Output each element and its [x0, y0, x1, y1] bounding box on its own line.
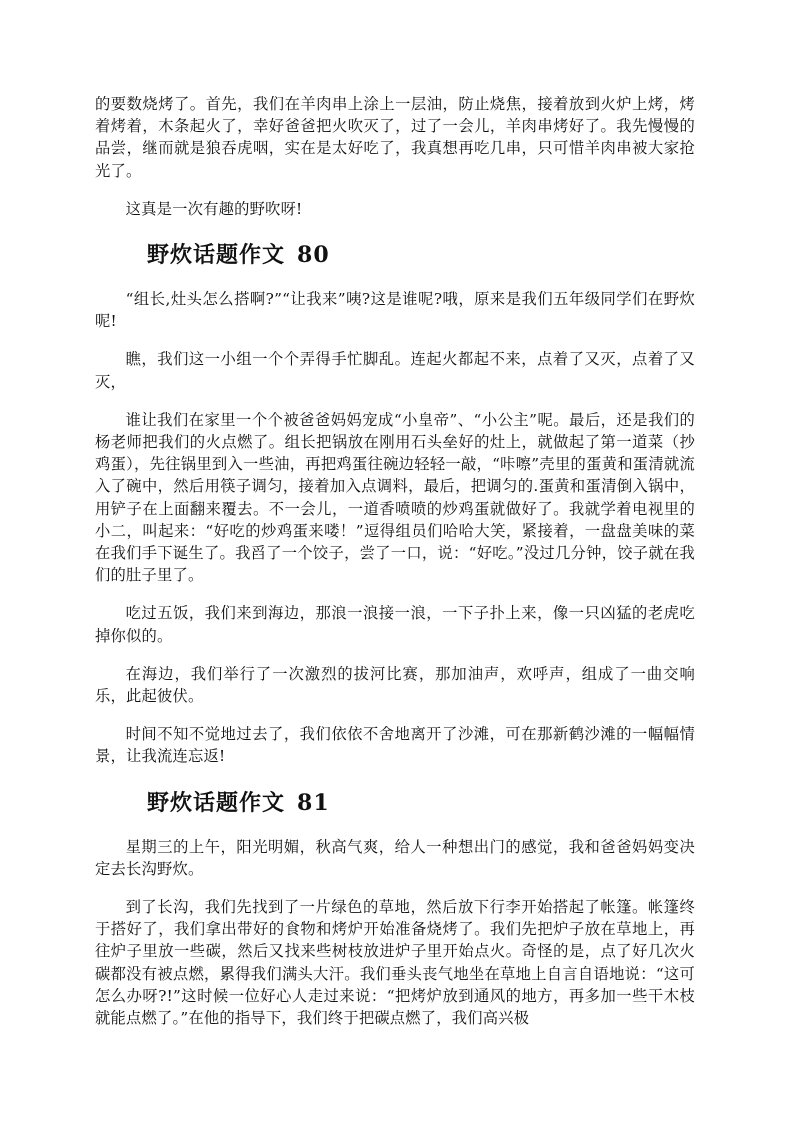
paragraph: 到了长沟，我们先找到了一片绿色的草地，然后放下行李开始搭起了帐篷。帐篷终于搭好了，我们拿出带好的食物和烤炉开始准备烧烤了。我们先把炉子放在草地上，再往炉子里放一些碳，然后又找来些树枝放进炉子里开始点火。奇怪的是，点了好几次火碳都没有被点燃，累得我们满头大汗。我们垂头丧气地坐在草地上自言自语地说：“这可怎么办呀?!”这时候一位好心人走过来说：“把烤炉放到通风的地方，再多加一些干木枝就能点燃了。”在他的指导下，我们终于把碳点燃了，我们高兴极	[95, 898, 695, 1028]
paragraph: 这真是一次有趣的野吹呀!	[125, 199, 303, 218]
paragraph: “组长,灶头怎么搭啊?”“让我来”咦?这是谁呢?哦，原来是我们五年级同学们在野炊呢!	[95, 290, 695, 331]
section-heading	[95, 788, 695, 818]
document-page	[95, 93, 695, 1045]
heading-number: 80	[297, 242, 330, 269]
paragraph: 谁让我们在家里一个个被爸爸妈妈宠成“小皇帝”、“小公主”呢。最后，还是我们的杨老师把我们的火点燃了。组长把锅放在刚用石头垒好的灶上，就做起了第一道菜（抄鸡蛋），先往锅里到入一些油，再把鸡蛋往碗边轻轻一敲，“咔嚓”壳里的蛋黄和蛋清就流入了碗中，然后用筷子调匀，接着加入点调料，最后，把调匀的.蛋黄和蛋清倒入锅中，用铲子在上面翻来覆去。不一会儿，一道香喷喷的炒鸡蛋就做好了。我就学着电视里的小二，叫起来：“好吃的炒鸡蛋来喽！”逗得组员们哈哈大笑，紧接着，一盘盘美味的菜在我们手下诞生了。我舀了一个饺子，尝了一口，说：“好吃。”没过几分钟，饺子就在我们的肚子里了。	[95, 410, 695, 585]
paragraph: 的要数烧烤了。首先，我们在羊肉串上涂上一层油，防止烧焦，接着放到火炉上烤，烤着烤着，木条起火了，幸好爸爸把火吹灭了，过了一会儿，羊肉串烤好了。我先慢慢的品尝，继而就是狼吞虎咽，实在是太好吃了，我真想再吃几串，只可惜羊肉串被大家抢光了。	[95, 95, 695, 180]
paragraph: 吃过五饭，我们来到海边，那浪一浪接一浪，一下子扑上来，像一只凶猛的老虎吃掉你似的。	[95, 604, 695, 645]
paragraph: 瞧，我们这一小组一个个弄得手忙脚乱。连起火都起不来，点着了又灭，点着了又灭，	[95, 350, 695, 391]
heading-title: 野炊话题作文	[147, 242, 286, 269]
heading-title: 野炊话题作文	[147, 789, 286, 816]
paragraph: 在海边，我们举行了一次激烈的拔河比赛，那加油声，欢呼声，组成了一曲交响乐，此起彼伏。	[95, 664, 695, 706]
heading-number: 81	[297, 789, 330, 816]
section-heading	[95, 240, 695, 270]
paragraph: 星期三的上午，阳光明媚，秋高气爽，给人一种想出门的感觉，我和爸爸妈妈变决定去长沟野炊。	[95, 837, 695, 878]
paragraph: 时间不知不觉地过去了，我们依依不舍地离开了沙滩，可在那新鹤沙滩的一幅幅情景，让我流连忘返!	[95, 725, 695, 766]
